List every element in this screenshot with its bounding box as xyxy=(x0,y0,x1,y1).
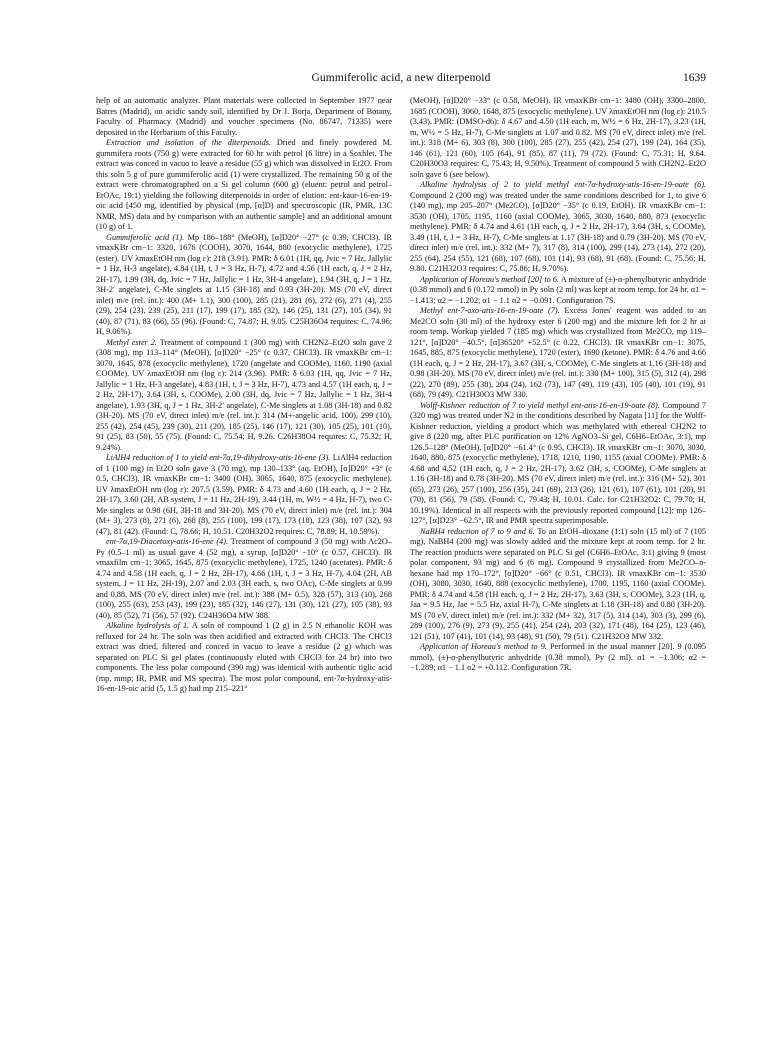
paragraph xyxy=(96,338,392,454)
paragraph-text: Treatment of compound 1 (300 mg) with CH2N2–Et2O soln gave 2 (308 mg), mp 113–114° (MeOH), [α]D20° −25° (c 0.37, CHCl3). IR νmaxKBr cm−1: 3070, 1645, 878 (exocyclic methylene), 1720 (angelate and COOMe), 1160, 1190 (axial COOMe). UV λmaxEtOH nm (log ε): 214 (3.96). PMR: δ 6.03 (1H, qq, Jvic = 7 Hz, Jallylic = 1 Hz, H-3 angelate), 4.83 (1H, t, J = 3 Hz, H-7), 4.73 and 4.57 (1H each, q, J = 2 Hz, 2H-17), 3.64 (3H, s, COOMe), 2.00 (3H, dq, Jvic = 7 Hz, Jallylic = 1 Hz, 3H-4 angelate), 1.93 (3H, q, J = 1 Hz, 3H-2′ angelate), C-Me singlets at 1.08 (3H-18) and 0.82 (3H-20). MS (70 eV, direct inlet) m/e (rel. int.): 314 (M+-angelic acid, 100), 299 (10), 255 (42), 254 (45), 239 (30), 211 (20), 185 (25), 146 (17), 121 (30), 105 (25), 101 (10), 91 (25), 83 (50), 55 (75). (Found: C, 75.54; H, 9.26. C26H38O4 requires: C, 75.32; H, 9.24%). xyxy=(96,337,392,452)
paragraph xyxy=(410,401,706,527)
paragraph xyxy=(96,537,392,621)
paragraph-lead: ent-7α,19-Diacetoxy-atis-16-ene (4). xyxy=(106,537,229,546)
paragraph-lead: Methyl ester 2. xyxy=(106,337,157,347)
paragraph-lead: Alkaline hydrolysis of 2 to yield methyl ent-7α-hydroxy-atis-16-en-19-oate (6). xyxy=(420,180,706,189)
paragraph-text: A soln of compound 1 (2 g) in 2.5 N ethanolic KOH was refluxed for 24 hr. The soln was then acidified and extracted with CHCl3. The CHCl3 extract was dried, filtered and conced in vacuo to leave a residue (2 g) which was separated on PLC Si gel plates (continuously eluted with CHCl3 for 24 hr) into two components. The less polar compound (390 mg) was identical with authentic tiglic acid (mp, mmp; IR, PMR and MS spectra). The most polar compound, ent-7α-hydroxy-atis-16-en-19-oic acid (5, 1.5 g) had mp 215–221° xyxy=(96,621,392,693)
paragraph-lead: Methyl ent-7-oxo-atis-16-en-19-oate (7). xyxy=(420,306,560,315)
page-number: 1639 xyxy=(683,72,706,84)
paragraph xyxy=(410,642,706,674)
running-title: Gummiferolic acid, a new diterpenoid xyxy=(311,72,491,84)
paragraph xyxy=(410,96,706,180)
running-head xyxy=(96,72,706,90)
paragraph-text: To an EtOH–dioxane (1:1) soln (15 ml) of 7 (105 mg), NaBH4 (200 mg) was slowly added and the mixture kept at room temp. for 2 hr. The reaction products were separated on PLC Si gel (C6H6–EtOAc, 3:1) giving 9 (most polar component, 93 mg) and 6 (6 mg). Compound 9 crystallized from Me2CO–n-hexane had mp 170–172°, [α]D20° −66° (c 0.51, CHCl3). IR νmaxKBr cm−1: 3530 (OH), 3080, 3030, 1640, 888 (exocyclic methylene), 1700, 1195, 1160 (axial COOMe). PMR: δ 4.74 and 4.58 (1H each, q, J = 2 Hz, 2H-17), 3.63 (3H, s, COOMe), 3.23 (1H, q, Jaa = 9.5 Hz, Jae = 5.5 Hz, axial H-7), C-Me singlets at 1.18 (3H-18) and 0.80 (3H-20). MS (70 eV, direct inlet) m/e (rel. int.): 332 (M+ 32), 317 (5), 314 (14), 303 (3), 299 (6), 289 (100), 276 (9), 273 (9), 255 (41), 254 (24), 203 (32), 171 (48), 164 (25), 123 (46), 121 (51), 107 (41), 101 (14), 93 (48), 91 (50), 79 (51). C21H32O3 MW 332. xyxy=(410,526,706,641)
paragraph xyxy=(96,138,392,233)
right-column xyxy=(410,96,706,1036)
paragraph xyxy=(410,527,706,643)
paragraph-lead: Wolff-Kishner reduction of 7 to yield methyl ent-atis-16-en-19-oate (8). xyxy=(420,400,660,410)
paragraph-text: (MeOH), [α]D20° −33° (c 0.58, MeOH). IR νmaxKBr cm−1: 3480 (OH), 3300–2800, 1685 (COOH), 3060, 1648, 875 (exocyclic methylene). UV λmaxEtOH nm (log ε): 210.5 (3.43). PMR: (DMSO-d6): δ 4.67 and 4.50 (1H each, m, W½ = 6 Hz, 2H-17), 3.23 (1H, m, W½ = 5 Hz, H-7), C-Me singlets at 1.07 and 0.82. MS (70 eV, direct inlet) m/e (rel. int.): 318 (M+ 6), 303 (8), 300 (100), 285 (27), 255 (42), 254 (27), 199 (24), 164 (35), 146 (61), 121 (60), 105 (64), 91 (85), 87 (11), 79 (72). (Found: C, 75.31; H, 9.64. C20H30O3 requires: C, 75.43; H, 9.50%). Treatment of compound 5 with CH2N2–Et2O soln gave 6 (see below). xyxy=(410,96,706,179)
paragraph-lead: LiAlH4 reduction of 1 to yield ent-7α,19-dihydroxy-atis-16-ene (3). xyxy=(106,453,331,462)
body-columns xyxy=(96,96,706,1036)
paragraph-text: Compound 7 (320 mg) was treated under N2 in the conditions described by Nagata [11] for the Wolff-Kishner reduction, yielding a product which was methylated with ethereal CH2N2 to give 8 (220 mg, after PLC purification on 12% AgNO3–Si gel, C6H6–EtOAc, 3:1), mp 126.5–128° (MeOH), [α]D20° −61.4° (c 0.95, CHCl3). IR νmaxKBr cm−1: 3070, 3030, 1640, 880, 875 (exocyclic methylene), 1718, 1210, 1190, 1155 (axial COOMe). PMR: δ 4.68 and 4.52 (1H each, q, J = 2 Hz, 2H-17), 3.62 (3H, s, COOMe), C-Me singlets at 1.16 (3H-18) and 0.78 (3H-20). MS (70 eV, direct inlet) m/e (rel. int.): 316 (M+ 52), 301 (65), 273 (26), 257 (100), 256 (35), 241 (69), 213 (26), 121 (61), 107 (61), 101 (20), 91 (70), 81 (56), 79 (58). (Found: C, 79.43; H, 10.01. Calc. for C21H32O2: C, 79.70; H, 10.19%). Identical in all respects with the previously reported compound [12]: mp 126–127°, [α]D23° −62.5°, IR and PMR spectra superimposable. xyxy=(410,400,706,525)
paragraph-text: Performed in the usual manner [20]. 9 (0.095 mmol), (±)-α-phenylbutyric anhydride (0.38 mmol), Py (2 ml). α1 = −1.306; α2 = −1.289; α1 − 1.1 α2 = +0.112. Configuration 7R. xyxy=(410,642,706,672)
paragraph xyxy=(410,180,706,275)
paragraph-text: help of an automatic analyzer. Plant materials were collected in September 1977 near Batres (Madrid), on acidic sandy soil, identified by Dr J. Borja, Department of Botany, Faculty of Pharmacy (Madrid) and voucher specimens (No. 86747, 71335) were deposited in the Herbarium of this Faculty. xyxy=(96,96,392,137)
paragraph-text: Dried and finely powdered M. gummifera roots (750 g) were extracted for 60 hr with petrol (6 litre) in a Soxhlet. The extract was conced in vacuo to leave a residue (55 g) which was dissolved in Et2O. From this soln 5 g of pure gummiferolic acid (1) were crystallized. The remaining 50 g of the extract were chromatographed on a Si gel column (600 g) (eluent: petrol and petrol–EtOAc, 19:1) yielding the following diterpenoids in order of elution: ent-kaur-16-en-19-oic acid [450 mg, identified by physical (mp, [α]D) and spectroscopic (IR, PMR, 13C NMR, MS) data and by comparison with an authentic sample] and an additional amount (10 g) of 1. xyxy=(96,138,392,231)
paragraph-text: Treatment of compound 3 (50 mg) with Ac2O–Py (0.5–1 ml) as usual gave 4 (52 mg), a syrup, [α]D20° −10° (c 0.57, CHCl3). IR νmaxfilm cm−1: 3065, 1645, 875 (exocyclic methylene), 1725, 1240 (acetates). PMR: δ 4.74 and 4.58 (1H each, q, J = 2 Hz, 2H-17), 4.66 (1H, t, J = 3 Hz, H-7), 4.04 (2H, AB system, J = 11 Hz, 2H-19), 2.07 and 2.03 (3H each, s, two OAc), C-Me singlets at 0.99 and 0.88. MS (70 eV, direct inlet) m/e (rel. int.): 388 (M+ 0.5), 328 (57), 313 (10), 268 (100), 255 (63), 253 (43), 199 (23), 185 (32), 146 (27), 131 (30), 121 (27), 105 (38), 93 (40), 85 (52), 71 (56), 57 (92). C24H36O4 MW 388. xyxy=(96,537,392,620)
paragraph-lead: Alkaline hydrolysis of 1. xyxy=(106,621,190,630)
left-column xyxy=(96,96,392,1036)
paragraph xyxy=(96,453,392,537)
paragraph-lead: NaBH4 reduction of 7 to 9 and 6. xyxy=(420,526,535,536)
paragraph xyxy=(96,621,392,695)
paragraph-text: LiAlH4 reduction of 1 (100 mg) in Et2O soln gave 3 (70 mg), mp 130–133° (aq. EtOH), [α]D20° +3° (c 0.5, CHCl3). IR νmaxKBr cm−1: 3400 (OH), 3065, 1640, 875 (exocyclic methylene). UV λmaxEtOH nm (log ε): 207.5 (3.59). PMR: δ 4.73 and 4.60 (1H each, q, J = 2 Hz, 2H-17), 3.60 (2H, AB system, J = 11 Hz, 2H-19), 3.44 (1H, m, W½ = 4 Hz, H-7), two C-Me singlets at 0.98 (6H, 3H-18 and 3H-20). MS (70 eV, direct inlet) m/e (rel. int.): 304 (M+ 3), 273 (8), 271 (6), 268 (8), 255 (100), 199 (17), 173 (18), 123 (38), 107 (32), 93 (47), 81 (42). (Found: C, 78.66; H, 10.51. C20H32O2 requires: C, 78.89; H, 10.59%). xyxy=(96,453,392,536)
paragraph-text: Excess Jones' reagent was added to an Me2CO soln (30 ml) of the hydroxy ester 6 (200 mg) and the mixture left for 2 hr at room temp. Workup yielded 7 (185 mg) which was crystallized from Me2CO, mp 119–121°, [α]D20° −40.5°, [α]36520° +52.5° (c 0.22, CHCl3). IR νmaxKBr cm−1: 3075, 1645, 885, 875 (exocyclic methylene), 1720 (ester), 1690 (ketone). PMR: δ 4.76 and 4.66 (1H each, q, J = 2 Hz, 2H-17), 3.67 (3H, s, COOMe), C-Me singlets at 1.16 (3H-18) and 0.98 (3H-20). MS (70 eV, direct inlet) m/e (rel. int.): 330 (M+ 100), 315 (5), 312 (4), 298 (22), 270 (89), 255 (38), 204 (24), 162 (73), 147 (49), 119 (43), 105 (40), 101 (19), 91 (68), 79 (49). C21H30O3 MW 330. xyxy=(410,306,706,399)
paragraph xyxy=(410,306,706,401)
paragraph-lead: Application of Horeau's method to 9. xyxy=(420,642,547,651)
paragraph xyxy=(410,275,706,307)
paragraph-text: Compound 2 (200 mg) was treated under the same conditions described for 1, to give 6 (140 mg), mp 205–207° (Me2CO), [α]D20° −35° (c 0.19, EtOH). IR νmaxKBr cm−1: 3530 (OH), 1705, 1195, 1160 (axial COOMe), 3065, 3030, 1640, 880, 873 (exocyclic methylene). PMR: δ 4.74 and 4.61 (1H each, q, J = 2 Hz, 2H-17), 3.64 (3H, s, COOMe), 3.49 (1H, t, J = 3 Hz, H-7), C-Me singlets at 1.17 (3H-18) and 0.79 (3H-20). MS (70 eV, direct inlet) m/e (rel. int.): 332 (M+ 7), 317 (8), 314 (100), 299 (14), 273 (14), 272 (20), 255 (64), 254 (55), 121 (68), 107 (68), 101 (14), 93 (68), 91 (68). (Found: C, 75.56; H, 9.80. C21H32O3 requires: C, 75.86; H, 9.70%). xyxy=(410,190,706,273)
paragraph-lead: Gummiferolic acid (1). xyxy=(106,232,185,242)
paragraph xyxy=(96,233,392,338)
paragraph xyxy=(96,96,392,138)
paragraph-text: A mixture of (±)-α-phenylbutyric anhydride (0.38 mmol) and 6 (0.172 mmol) in Py soln (2 ml) was kept at room temp. for 24 hr. α1 = −1.413; α2 = −1.202; α1 − 1.1 α2 = −0.091. Configuration 7S. xyxy=(410,274,706,305)
paragraph-lead: Application of Horeau's method [20] to 6. xyxy=(420,274,560,284)
paragraph-text: Mp 186–188° (MeOH), [α]D20° −27° (c 0.39, CHCl3). IR νmaxKBr cm−1: 3320, 1676 (COOH), 3070, 1644, 880 (exocyclic methylene), 1725 (ester). UV λmaxEtOH nm (log ε): 218 (3.91). PMR: δ 6.01 (1H, qq, Jvic = 7 Hz, Jallylic = 1 Hz, H-3 angelate), 4.84 (1H, t, J = 3 Hz, H-7), 4.72 and 4.56 (1H each, q, J = 2 Hz, 2H-17), 1.99 (3H, dq, Jvic = 7 Hz, Jallylic = 1 Hz, 3H-4 angelate), 1.94 (3H, q, J = 1 Hz, 3H-2′ angelate), C-Me singlets at 1.15 (3H-18) and 0.93 (3H-20). MS (70 eV, direct inlet) m/e (rel. int.): 400 (M+ 1.1), 300 (100), 285 (21), 281 (6), 272 (6), 271 (4), 255 (29), 254 (23), 239 (25), 211 (17), 199 (17), 185 (32), 146 (25), 131 (27), 105 (34), 91 (40), 87 (71), 83 (66), 55 (96). (Found: C, 74.87; H, 9.05. C25H36O4 requires: C, 74.96; H, 9.06%). xyxy=(96,232,392,336)
paragraph-lead: Extraction and isolation of the diterpenoids. xyxy=(106,138,272,147)
